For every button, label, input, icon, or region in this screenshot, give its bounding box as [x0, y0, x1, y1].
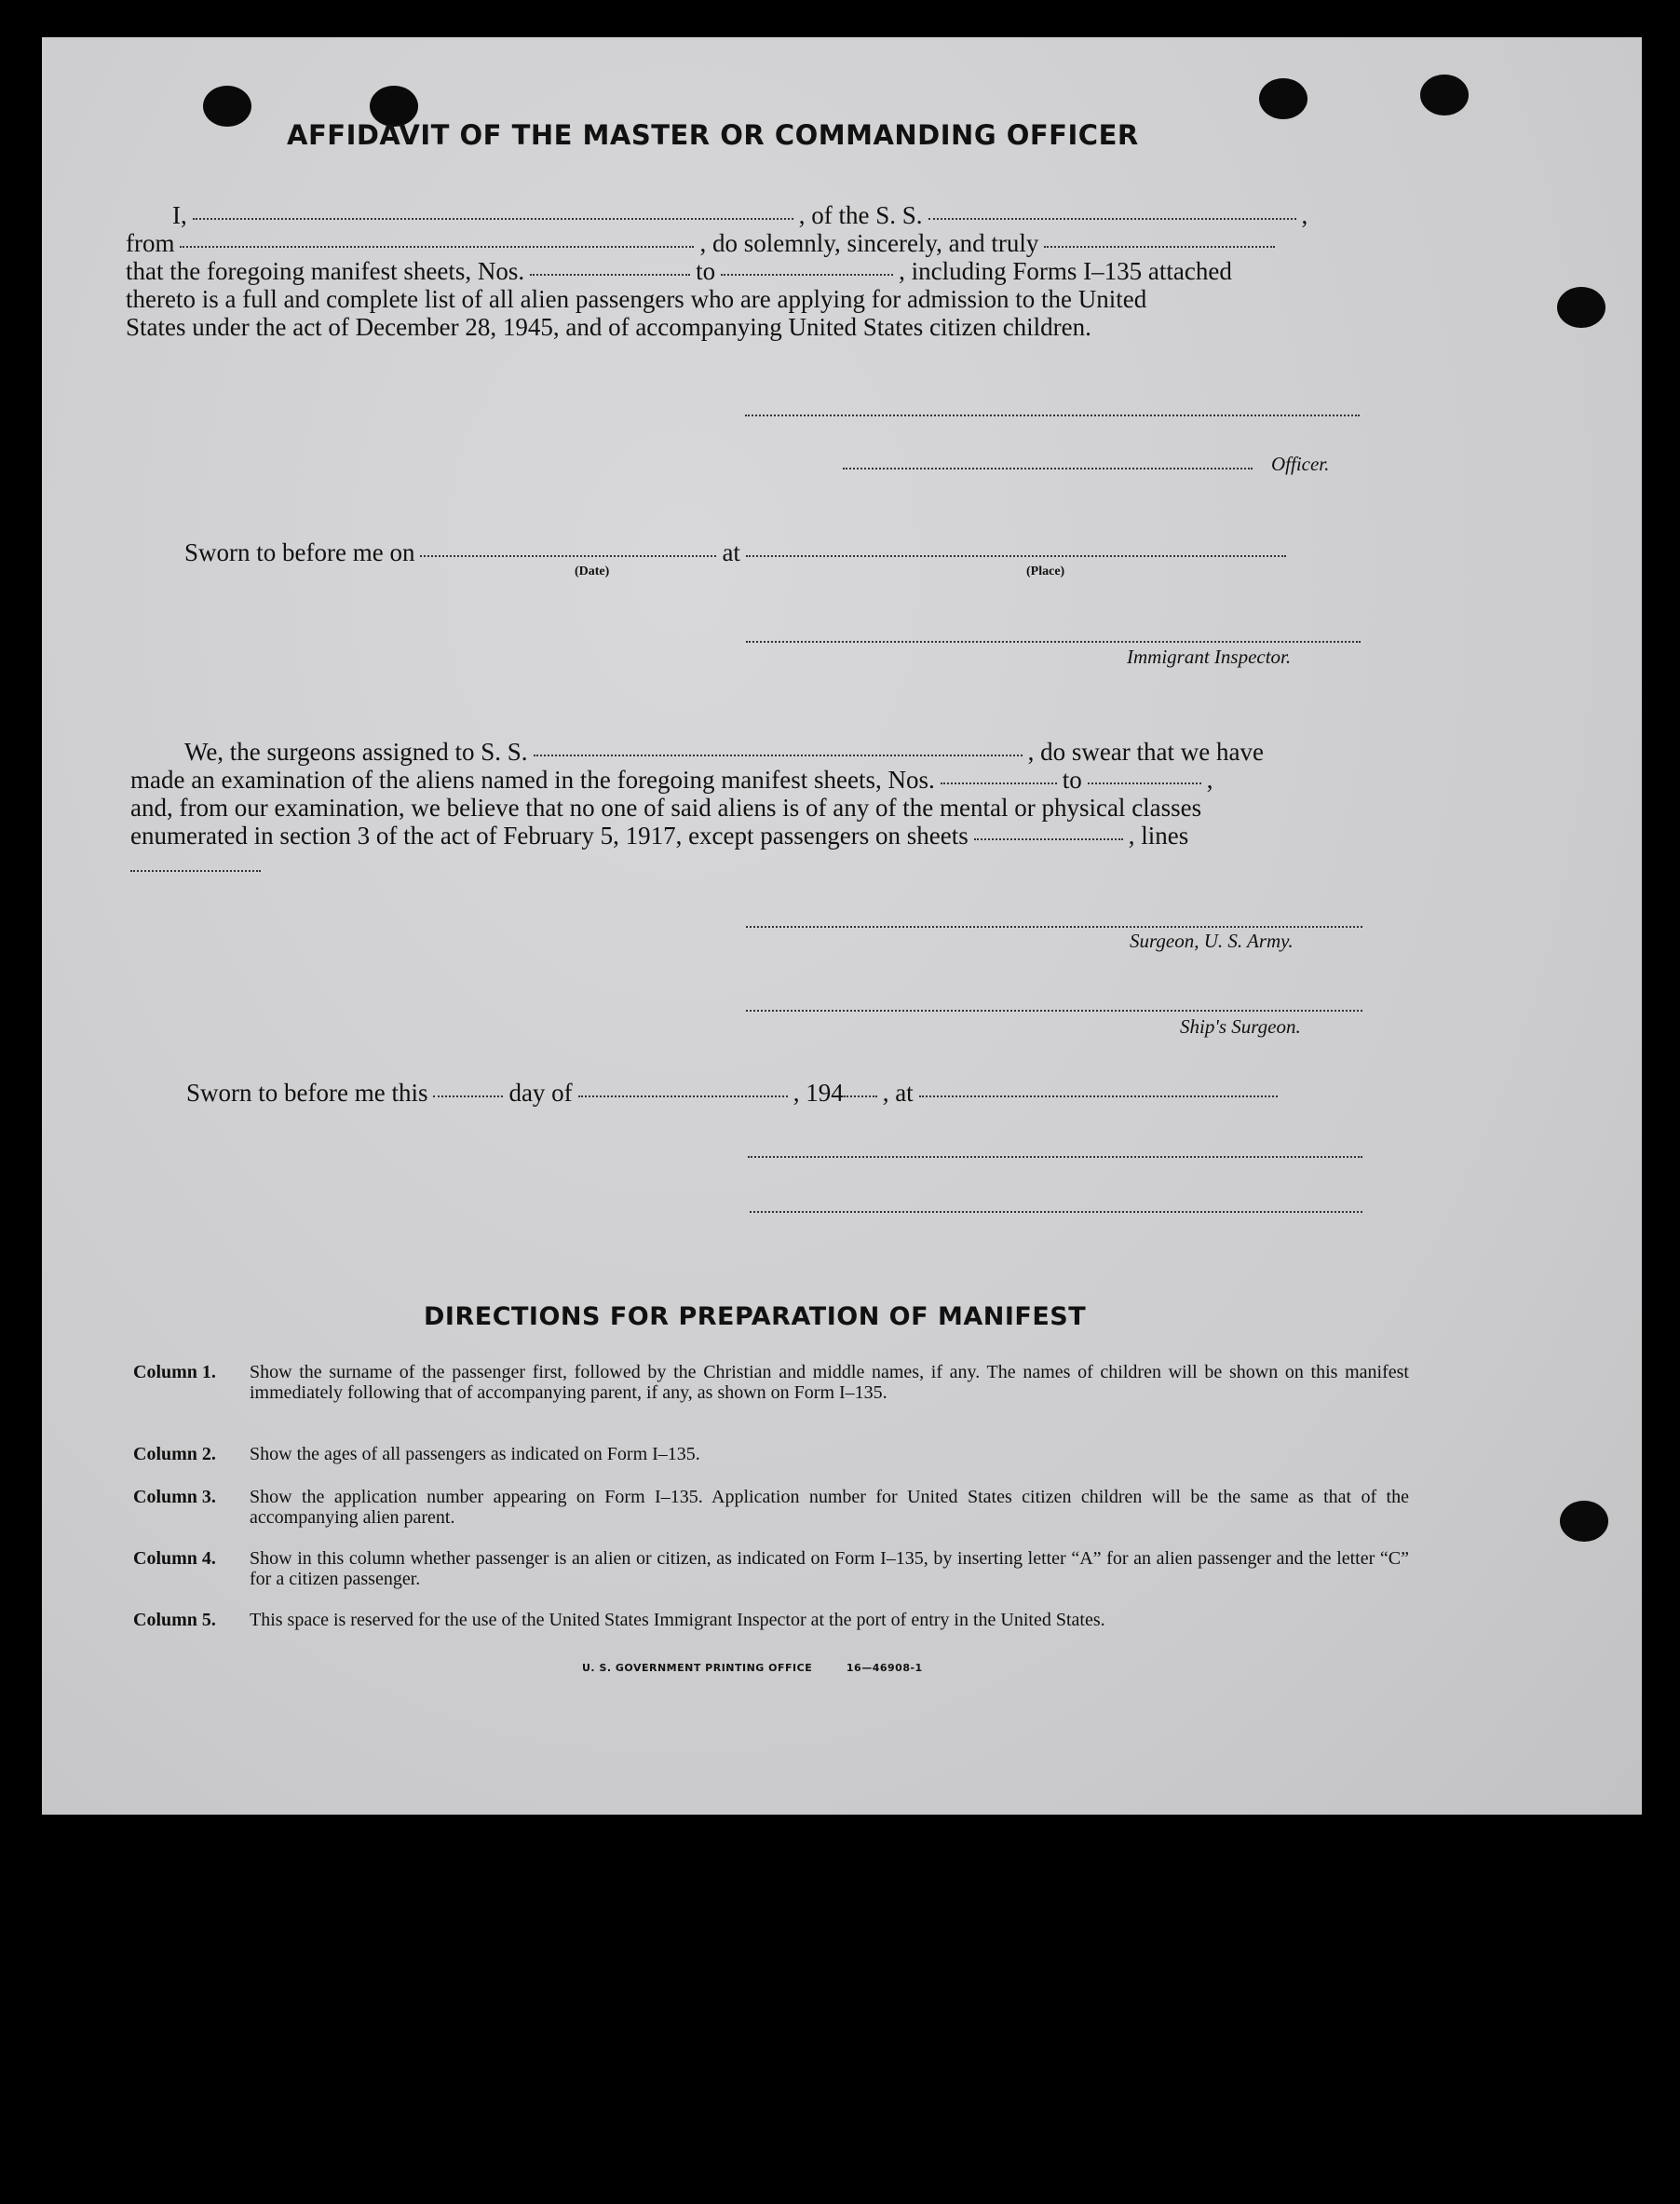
- sworn-day-field[interactable]: [433, 1095, 503, 1097]
- except-sheets-field[interactable]: [974, 838, 1123, 840]
- date-label: (Date): [575, 565, 610, 578]
- to-label: to: [696, 257, 716, 285]
- from-label: from: [126, 229, 175, 257]
- from-port-field[interactable]: [180, 246, 694, 248]
- sworn-place-field[interactable]: [746, 555, 1286, 557]
- place-label: (Place): [1026, 565, 1065, 578]
- sworn-this-line: [186, 1079, 1283, 1107]
- inspector-caption: Immigrant Inspector.: [1127, 646, 1292, 668]
- sheets-from-field[interactable]: [530, 274, 690, 276]
- exam-sheets-from-field[interactable]: [941, 782, 1057, 784]
- sworn-at-label: , at: [882, 1079, 914, 1107]
- affidavit-line-1: [172, 201, 1307, 229]
- direction-text: This space is reserved for the use of the United States Immigrant Inspector at the port of entry in the United States.: [250, 1610, 1105, 1630]
- comma: ,: [1206, 766, 1213, 794]
- surgeons-ship-field[interactable]: [534, 755, 1023, 756]
- sworn-on-label: Sworn to before me on: [184, 538, 415, 566]
- punch-hole: [1557, 287, 1605, 328]
- do-swear-label: , do swear that we have: [1027, 738, 1264, 766]
- including-forms-label: , including Forms I–135 attached: [899, 257, 1232, 285]
- officer-caption: Officer.: [1271, 453, 1330, 475]
- sheets-to-field[interactable]: [721, 274, 893, 276]
- punch-hole: [1560, 1501, 1608, 1542]
- document-page: [42, 37, 1642, 1815]
- to-label: to: [1062, 766, 1082, 794]
- master-name-field[interactable]: [193, 218, 793, 220]
- affidavit-heading: AFFIDAVIT OF THE MASTER OR COMMANDING OFFICER: [287, 119, 1139, 151]
- surgeons-line-3: and, from our examination, we believe that no one of said aliens is of any of the mental or physical classes: [130, 794, 1202, 822]
- army-surgeon-caption: Surgeon, U. S. Army.: [1130, 930, 1294, 952]
- comma: ,: [1301, 201, 1308, 229]
- surgeons-assigned-label: We, the surgeons assigned to S. S.: [184, 738, 528, 766]
- sworn-year-field[interactable]: [844, 1095, 877, 1097]
- inspector-title-line[interactable]: [750, 1211, 1362, 1213]
- direction-label: Column 1.: [133, 1362, 216, 1382]
- inspector-signature-line[interactable]: [746, 641, 1361, 643]
- sworn-month-field[interactable]: [578, 1095, 788, 1097]
- exam-sheets-to-field[interactable]: [1088, 782, 1201, 784]
- of-ss-label: , of the S. S.: [798, 201, 923, 229]
- punch-hole: [1259, 78, 1307, 119]
- printing-office-footer: [582, 1662, 923, 1674]
- at-label: at: [722, 538, 740, 566]
- ship-name-field[interactable]: [928, 218, 1296, 220]
- affidavit-line-5: States under the act of December 28, 1945, and of accompanying United States citizen children.: [126, 313, 1091, 341]
- enumerated-label: enumerated in section 3 of the act of February 5, 1917, except passengers on sheets: [130, 822, 969, 850]
- punch-hole: [203, 86, 251, 127]
- directions-heading: DIRECTIONS FOR PREPARATION OF MANIFEST: [424, 1302, 1087, 1331]
- direction-label: Column 4.: [133, 1548, 216, 1569]
- affidavit-line-4: thereto is a full and complete list of all alien passengers who are applying for admission to the United: [126, 285, 1147, 313]
- declaration-field[interactable]: [1044, 246, 1275, 248]
- ship-surgeon-caption: Ship's Surgeon.: [1180, 1015, 1301, 1038]
- manifest-sheets-label: that the foregoing manifest sheets, Nos.: [126, 257, 525, 285]
- affidavit-i-label: I,: [172, 201, 187, 229]
- form-code: 16—46908-1: [846, 1662, 923, 1674]
- direction-text: Show the surname of the passenger first, followed by the Christian and middle names, if any. The names of children will be shown on this manifest immediately following that of accompanying parent, if any, as shown on Form I–135.: [250, 1362, 1409, 1403]
- direction-label: Column 3.: [133, 1487, 216, 1507]
- do-solemnly-label: , do solemnly, sincerely, and truly: [699, 229, 1039, 257]
- punch-hole: [1420, 75, 1469, 116]
- printer-label: U. S. GOVERNMENT PRINTING OFFICE: [582, 1662, 813, 1674]
- lines-label: , lines: [1128, 822, 1189, 850]
- affidavit-line-2: [126, 229, 1280, 257]
- ship-surgeon-signature-line[interactable]: [746, 1010, 1362, 1012]
- surgeons-line-2: [130, 766, 1213, 794]
- day-of-label: day of: [508, 1079, 573, 1107]
- sworn-this-label: Sworn to before me this: [186, 1079, 428, 1107]
- inspector-signature-line-2[interactable]: [748, 1156, 1362, 1158]
- direction-text: Show the application number appearing on Form I–135. Application number for United States citizen children will be the same as that of the accompanying alien parent.: [250, 1487, 1409, 1528]
- except-lines-field[interactable]: [130, 870, 261, 872]
- surgeons-line-4: [130, 822, 1188, 850]
- army-surgeon-signature-line[interactable]: [746, 926, 1362, 928]
- direction-label: Column 5.: [133, 1610, 216, 1630]
- surgeons-line-1: [184, 738, 1264, 766]
- direction-text: Show the ages of all passengers as indicated on Form I–135.: [250, 1444, 700, 1464]
- direction-label: Column 2.: [133, 1444, 216, 1464]
- officer-signature-line[interactable]: [843, 468, 1253, 469]
- master-signature-line[interactable]: [745, 415, 1360, 416]
- year-label: , 194: [793, 1079, 844, 1107]
- affidavit-line-3: [126, 257, 1232, 285]
- direction-text: Show in this column whether passenger is an alien or citizen, as indicated on Form I–135, by inserting letter “A” for an alien passenger and the letter “C” for a citizen passenger.: [250, 1548, 1409, 1589]
- sworn-on-line: [184, 538, 1292, 566]
- sworn-this-place-field[interactable]: [919, 1095, 1278, 1097]
- sworn-date-field[interactable]: [420, 555, 716, 557]
- examination-label: made an examination of the aliens named in the foregoing manifest sheets, Nos.: [130, 766, 935, 794]
